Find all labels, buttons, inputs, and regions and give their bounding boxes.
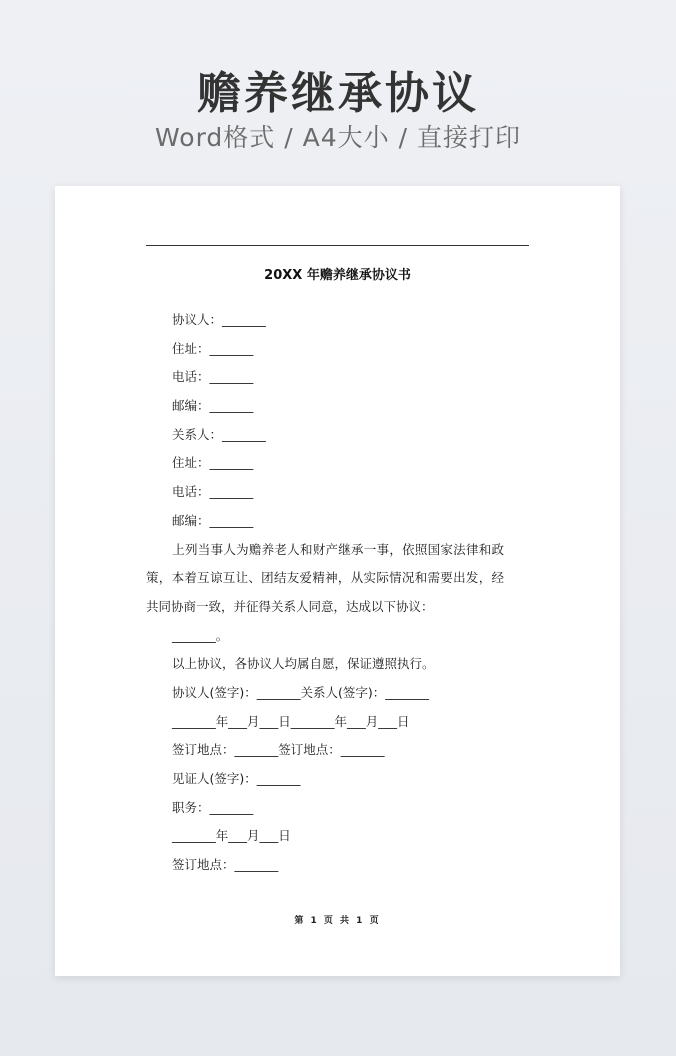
field-line: 住址：_______: [172, 340, 254, 356]
date-line: _______年___月___日_______年___月___日: [172, 713, 410, 729]
field-line: 协议人：_______: [172, 312, 266, 327]
field-line: 电话：_______: [172, 484, 254, 500]
banner-subtitle: Word格式 / A4大小 / 直接打印: [155, 123, 521, 152]
field-line: 电话：_______: [172, 369, 254, 385]
page-number: 第 1 页 共 1 页: [294, 916, 381, 926]
location-line: 签订地点：_______: [172, 857, 279, 873]
date-line: _______年___月___日: [172, 828, 291, 844]
agreement-paragraph-text: 上列当事人为赡养老人和财产继承一事，依照国家法律和政策，本着互谅互让、团结友爱精神，从实际情况和需要出发，经共同协商一致，并征得关系人同意，达成以下协议：: [146, 541, 504, 614]
agreement-paragraph-wrapper: [146, 536, 532, 622]
document-title: 20XX 年赡养继承协议书: [264, 268, 411, 283]
document-page: [55, 186, 620, 976]
agreement-paragraph: [146, 536, 504, 622]
field-line: 关系人：_______: [172, 426, 266, 442]
field-line: 邮编：_______: [172, 398, 254, 414]
banner-title: 赡养继承协议: [197, 68, 479, 119]
header-rule: [146, 245, 529, 246]
body-line: _______。: [172, 627, 229, 643]
position-line: 职务：_______: [172, 799, 254, 815]
body-line: 以上协议，各协议人均属自愿，保证遵照执行。: [172, 656, 435, 672]
location-line: 签订地点：_______签订地点：_______: [172, 742, 385, 758]
witness-line: 见证人(签字)：_______: [172, 771, 301, 787]
signature-line: 协议人(签字)：_______关系人(签字)：_______: [172, 684, 430, 700]
field-line: 邮编：_______: [172, 512, 254, 528]
field-line: 住址：_______: [172, 455, 254, 471]
document-body: [146, 310, 532, 884]
